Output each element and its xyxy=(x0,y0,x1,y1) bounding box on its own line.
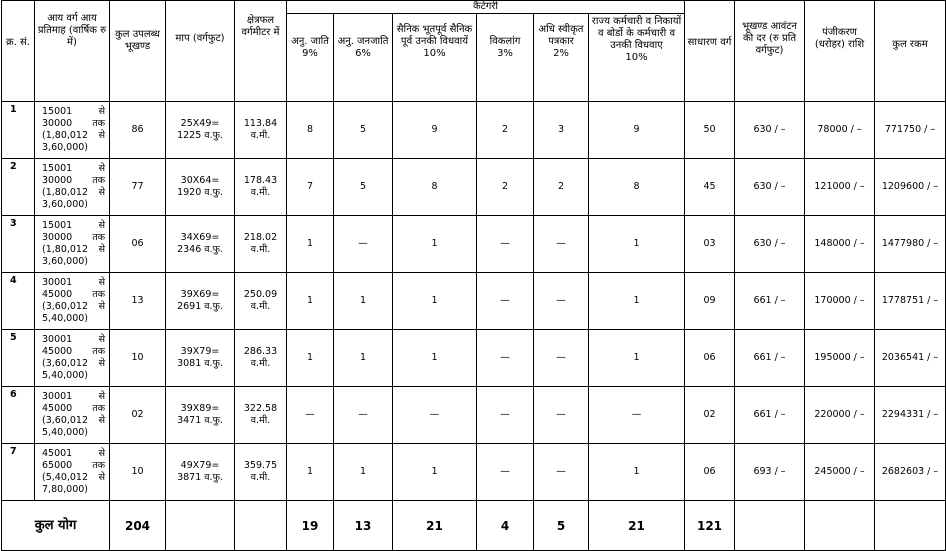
header-exservice: सैनिक भूतपूर्व सैनिक पूर्व उनकी विधवायें 10% xyxy=(393,14,477,102)
exservice-count: 8 xyxy=(393,159,477,216)
general-count: 02 xyxy=(685,387,735,444)
header-govt-pct: 10% xyxy=(625,52,648,63)
header-disabled: विकलांग 3% xyxy=(477,14,534,102)
sc-count: 8 xyxy=(287,102,334,159)
table-row xyxy=(2,387,946,444)
disabled-count: — xyxy=(477,444,534,501)
total-plots: 13 xyxy=(110,273,166,330)
row-number: 2 xyxy=(2,159,35,216)
row-number: 3 xyxy=(2,216,35,273)
disabled-count: — xyxy=(477,330,534,387)
exservice-count: 1 xyxy=(393,444,477,501)
header-st: अनु. जनजाति 6% xyxy=(334,14,393,102)
income-bracket: 45001 से 65000 तक (5,40,012 से 7,80,000) xyxy=(35,444,110,501)
income-bracket: 30001 से 45000 तक (3,60,012 से 5,40,000) xyxy=(35,387,110,444)
registration-amount: 170000 / – xyxy=(805,273,875,330)
journalist-count: — xyxy=(534,273,589,330)
header-journalist: अधि स्वीकृत पत्रकार 2% xyxy=(534,14,589,102)
total-plots: 86 xyxy=(110,102,166,159)
totals-st: 13 xyxy=(334,501,393,551)
header-exservice-pct: 10% xyxy=(423,48,446,59)
journalist-count: — xyxy=(534,444,589,501)
row-number: 4 xyxy=(2,273,35,330)
govt-count: 1 xyxy=(589,330,685,387)
total-plots: 06 xyxy=(110,216,166,273)
plot-size: 34X69= 2346 व.फु. xyxy=(166,216,235,273)
exservice-count: — xyxy=(393,387,477,444)
header-sc: अनु. जाति 9% xyxy=(287,14,334,102)
plot-area: 218.02 व.मी. xyxy=(235,216,287,273)
plot-area: 286.33 व.मी. xyxy=(235,330,287,387)
totals-disabled: 4 xyxy=(477,501,534,551)
general-count: 06 xyxy=(685,330,735,387)
table-row xyxy=(2,216,946,273)
journalist-count: — xyxy=(534,330,589,387)
total-amount: 1477980 / – xyxy=(875,216,946,273)
income-bracket: 15001 से 30000 तक (1,80,012 से 3,60,000) xyxy=(35,159,110,216)
totals-empty-size xyxy=(166,501,235,551)
header-size: माप (वर्गफुट) xyxy=(166,1,235,102)
header-category: कैटेगरी xyxy=(287,1,685,14)
table-row xyxy=(2,273,946,330)
total-amount: 2294331 / – xyxy=(875,387,946,444)
sc-count: 1 xyxy=(287,273,334,330)
header-total-amount: कुल रकम xyxy=(875,1,946,102)
income-bracket: 15001 से 30000 तक (1,80,012 से 3,60,000) xyxy=(35,216,110,273)
table-row xyxy=(2,330,946,387)
plot-area: 322.58 व.मी. xyxy=(235,387,287,444)
allotment-rate: 661 / – xyxy=(735,387,805,444)
govt-count: 1 xyxy=(589,444,685,501)
allotment-rate: 630 / – xyxy=(735,102,805,159)
general-count: 06 xyxy=(685,444,735,501)
income-bracket: 15001 से 30000 तक (1,80,012 से 3,60,000) xyxy=(35,102,110,159)
allotment-rate: 693 / – xyxy=(735,444,805,501)
journalist-count: 2 xyxy=(534,159,589,216)
govt-count: 1 xyxy=(589,216,685,273)
income-bracket: 30001 से 45000 तक (3,60,012 से 5,40,000) xyxy=(35,273,110,330)
st-count: 5 xyxy=(334,159,393,216)
exservice-count: 9 xyxy=(393,102,477,159)
allotment-rate: 630 / – xyxy=(735,216,805,273)
header-income: आय वर्ग आय प्रतिमाह (वार्षिक रु में) xyxy=(35,1,110,102)
totals-empty-area xyxy=(235,501,287,551)
totals-plots: 204 xyxy=(110,501,166,551)
govt-count: 8 xyxy=(589,159,685,216)
sc-count: 7 xyxy=(287,159,334,216)
disabled-count: — xyxy=(477,387,534,444)
general-count: 09 xyxy=(685,273,735,330)
registration-amount: 78000 / – xyxy=(805,102,875,159)
st-count: — xyxy=(334,387,393,444)
total-plots: 10 xyxy=(110,444,166,501)
st-count: 1 xyxy=(334,330,393,387)
st-count: — xyxy=(334,216,393,273)
exservice-count: 1 xyxy=(393,330,477,387)
header-serial: क्र. सं. xyxy=(2,1,35,102)
govt-count: — xyxy=(589,387,685,444)
general-count: 45 xyxy=(685,159,735,216)
plot-area: 359.75 व.मी. xyxy=(235,444,287,501)
table-row xyxy=(2,444,946,501)
journalist-count: — xyxy=(534,216,589,273)
header-st-pct: 6% xyxy=(355,48,371,59)
registration-amount: 121000 / – xyxy=(805,159,875,216)
totals-label: कुल योग xyxy=(2,501,110,551)
plot-size: 30X64= 1920 व.फु. xyxy=(166,159,235,216)
st-count: 1 xyxy=(334,444,393,501)
header-rate: भूखण्ड आवंटन की दर (रु प्रति वर्गफुट) xyxy=(735,1,805,102)
income-bracket: 30001 से 45000 तक (3,60,012 से 5,40,000) xyxy=(35,330,110,387)
totals-empty-rate xyxy=(735,501,805,551)
journalist-count: 3 xyxy=(534,102,589,159)
journalist-count: — xyxy=(534,387,589,444)
totals-journalist: 5 xyxy=(534,501,589,551)
row-number: 6 xyxy=(2,387,35,444)
totals-govt: 21 xyxy=(589,501,685,551)
exservice-count: 1 xyxy=(393,273,477,330)
disabled-count: 2 xyxy=(477,159,534,216)
disabled-count: — xyxy=(477,273,534,330)
totals-empty-amount xyxy=(875,501,946,551)
row-number: 1 xyxy=(2,102,35,159)
row-number: 5 xyxy=(2,330,35,387)
header-general: साधारण वर्ग xyxy=(685,1,735,102)
allotment-rate: 661 / – xyxy=(735,330,805,387)
general-count: 03 xyxy=(685,216,735,273)
plot-area: 250.09 व.मी. xyxy=(235,273,287,330)
total-plots: 77 xyxy=(110,159,166,216)
allotment-rate: 661 / – xyxy=(735,273,805,330)
header-area: क्षेत्रफल वर्गमीटर में xyxy=(235,1,287,102)
totals-exservice: 21 xyxy=(393,501,477,551)
totals-sc: 19 xyxy=(287,501,334,551)
total-plots: 10 xyxy=(110,330,166,387)
table-row xyxy=(2,159,946,216)
st-count: 1 xyxy=(334,273,393,330)
total-amount: 2036541 / – xyxy=(875,330,946,387)
totals-empty-registration xyxy=(805,501,875,551)
plot-area: 178.43 व.मी. xyxy=(235,159,287,216)
total-amount: 771750 / – xyxy=(875,102,946,159)
row-number: 7 xyxy=(2,444,35,501)
totals-general: 121 xyxy=(685,501,735,551)
header-total-plots: कुल उपलब्ध भूखण्ड xyxy=(110,1,166,102)
plot-size: 49X79= 3871 व.फु. xyxy=(166,444,235,501)
registration-amount: 245000 / – xyxy=(805,444,875,501)
header-govt: राज्य कर्मचारी व निकायों व बोर्डो के कर्मचारी व उनकी विधवाए 10% xyxy=(589,14,685,102)
plot-size: 39X89= 3471 व.फु. xyxy=(166,387,235,444)
plot-allocation-table xyxy=(1,0,946,551)
govt-count: 1 xyxy=(589,273,685,330)
total-plots: 02 xyxy=(110,387,166,444)
general-count: 50 xyxy=(685,102,735,159)
allotment-rate: 630 / – xyxy=(735,159,805,216)
govt-count: 9 xyxy=(589,102,685,159)
registration-amount: 148000 / – xyxy=(805,216,875,273)
exservice-count: 1 xyxy=(393,216,477,273)
header-sc-pct: 9% xyxy=(302,48,318,59)
sc-count: — xyxy=(287,387,334,444)
sc-count: 1 xyxy=(287,444,334,501)
registration-amount: 220000 / – xyxy=(805,387,875,444)
total-amount: 1778751 / – xyxy=(875,273,946,330)
header-journalist-pct: 2% xyxy=(553,48,569,59)
totals-row xyxy=(2,501,946,551)
total-amount: 2682603 / – xyxy=(875,444,946,501)
plot-area: 113.84 व.मी. xyxy=(235,102,287,159)
table-row xyxy=(2,102,946,159)
total-amount: 1209600 / – xyxy=(875,159,946,216)
header-disabled-pct: 3% xyxy=(497,48,513,59)
sc-count: 1 xyxy=(287,216,334,273)
plot-size: 39X69= 2691 व.फु. xyxy=(166,273,235,330)
disabled-count: 2 xyxy=(477,102,534,159)
header-registration: पंजीकरण (धरोहर) राशि xyxy=(805,1,875,102)
st-count: 5 xyxy=(334,102,393,159)
sc-count: 1 xyxy=(287,330,334,387)
plot-size: 25X49= 1225 व.फु. xyxy=(166,102,235,159)
registration-amount: 195000 / – xyxy=(805,330,875,387)
disabled-count: — xyxy=(477,216,534,273)
plot-size: 39X79= 3081 व.फु. xyxy=(166,330,235,387)
